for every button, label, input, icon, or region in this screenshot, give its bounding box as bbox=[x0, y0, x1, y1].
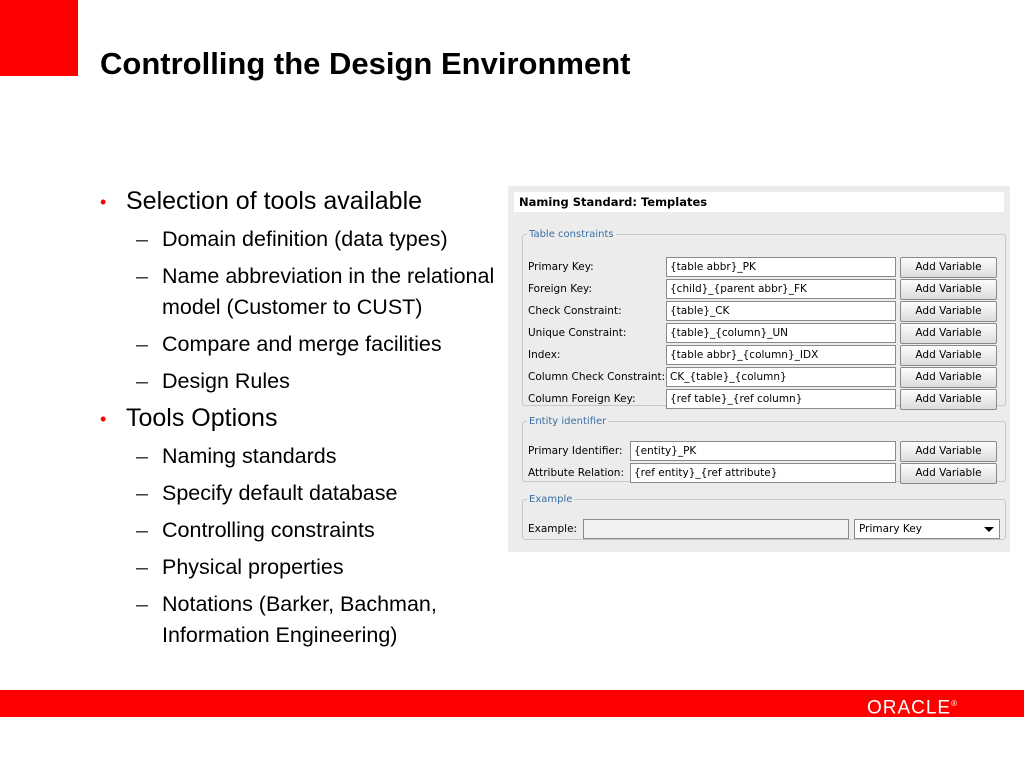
column-check-constraint-input[interactable]: CK_{table}_{column} bbox=[666, 367, 896, 387]
primary-key-input[interactable]: {table abbr}_PK bbox=[666, 257, 896, 277]
sub-bullet-item bbox=[136, 515, 508, 546]
corner-red-square bbox=[0, 0, 78, 76]
example-group bbox=[522, 494, 1006, 540]
table-constraints-group bbox=[522, 229, 1006, 406]
dash-icon: – bbox=[136, 592, 148, 616]
example-type-select[interactable] bbox=[854, 519, 1000, 539]
field-label: Column Foreign Key: bbox=[528, 393, 636, 405]
add-variable-button[interactable]: Add Variable bbox=[900, 323, 997, 344]
sub-bullet-item bbox=[136, 441, 508, 472]
field-label: Check Constraint: bbox=[528, 305, 622, 317]
sub-bullet-item bbox=[136, 589, 508, 651]
oracle-logo bbox=[867, 694, 958, 718]
dash-icon: – bbox=[136, 444, 148, 468]
dash-icon: – bbox=[136, 555, 148, 579]
sub-bullet-text: Name abbreviation in the relational model (Customer to CUST) bbox=[162, 264, 495, 319]
group-legend: Table constraints bbox=[529, 229, 614, 240]
dash-icon: – bbox=[136, 332, 148, 356]
foreign-key-input[interactable]: {child}_{parent abbr}_FK bbox=[666, 279, 896, 299]
sub-bullet-item bbox=[136, 224, 508, 255]
bullet-text: Tools Options bbox=[126, 404, 278, 432]
entity-identifier-group bbox=[522, 416, 1006, 482]
add-variable-button[interactable]: Add Variable bbox=[900, 279, 997, 300]
logo-text: ORACLE bbox=[866, 697, 952, 719]
dash-icon: – bbox=[136, 518, 148, 542]
slide-title: Controlling the Design Environment bbox=[100, 46, 631, 81]
check-constraint-input[interactable]: {table}_CK bbox=[666, 301, 896, 321]
dash-icon: – bbox=[136, 264, 148, 288]
sub-bullet-text: Domain definition (data types) bbox=[162, 227, 448, 251]
bullet-dot-icon: • bbox=[100, 409, 107, 429]
sub-bullet-text: Physical properties bbox=[162, 555, 344, 579]
bullet-list bbox=[98, 180, 508, 651]
column-foreign-key-input[interactable]: {ref table}_{ref column} bbox=[666, 389, 896, 409]
add-variable-button[interactable]: Add Variable bbox=[900, 301, 997, 322]
sub-bullet-text: Naming standards bbox=[162, 444, 337, 468]
field-label: Foreign Key: bbox=[528, 283, 593, 295]
unique-constraint-input[interactable]: {table}_{column}_UN bbox=[666, 323, 896, 343]
group-legend: Example bbox=[529, 494, 573, 505]
chevron-down-icon bbox=[984, 527, 994, 532]
bullet-item bbox=[98, 403, 508, 435]
add-variable-button[interactable]: Add Variable bbox=[900, 463, 997, 484]
attribute-relation-input[interactable]: {ref entity}_{ref attribute} bbox=[630, 463, 896, 483]
bullet-item bbox=[98, 186, 508, 218]
dialog-title: Naming Standard: Templates bbox=[514, 192, 1004, 212]
add-variable-button[interactable]: Add Variable bbox=[900, 345, 997, 366]
dash-icon: – bbox=[136, 369, 148, 393]
sub-bullet-text: Specify default database bbox=[162, 481, 398, 505]
sub-bullet-text: Design Rules bbox=[162, 369, 290, 393]
add-variable-button[interactable]: Add Variable bbox=[900, 389, 997, 410]
sub-bullet-item bbox=[136, 552, 508, 583]
field-label: Unique Constraint: bbox=[528, 327, 627, 339]
field-label: Column Check Constraint: bbox=[528, 371, 666, 383]
primary-identifier-input[interactable]: {entity}_PK bbox=[630, 441, 896, 461]
sub-bullet-item bbox=[136, 329, 508, 360]
sub-bullet-text: Controlling constraints bbox=[162, 518, 375, 542]
field-label: Example: bbox=[528, 523, 578, 535]
add-variable-button[interactable]: Add Variable bbox=[900, 257, 997, 278]
sub-bullet-text: Notations (Barker, Bachman, Information Engineering) bbox=[162, 592, 437, 647]
sub-bullet-item bbox=[136, 366, 508, 397]
group-legend: Entity identifier bbox=[529, 416, 607, 427]
dash-icon: – bbox=[136, 227, 148, 251]
sub-bullet-item bbox=[136, 478, 508, 509]
footer-bar bbox=[0, 690, 1024, 717]
example-input[interactable] bbox=[583, 519, 849, 539]
field-label: Primary Identifier: bbox=[528, 445, 623, 457]
field-label: Attribute Relation: bbox=[528, 467, 624, 479]
bullet-text: Selection of tools available bbox=[126, 187, 423, 215]
sub-bullet-text: Compare and merge facilities bbox=[162, 332, 442, 356]
registered-mark: ® bbox=[951, 699, 958, 708]
select-value: Primary Key bbox=[859, 523, 922, 535]
add-variable-button[interactable]: Add Variable bbox=[900, 441, 997, 462]
bullet-dot-icon: • bbox=[100, 192, 107, 212]
field-label: Index: bbox=[528, 349, 561, 361]
field-label: Primary Key: bbox=[528, 261, 594, 273]
index-input[interactable]: {table abbr}_{column}_IDX bbox=[666, 345, 896, 365]
naming-standard-dialog bbox=[508, 186, 1010, 552]
sub-bullet-item bbox=[136, 261, 508, 323]
add-variable-button[interactable]: Add Variable bbox=[900, 367, 997, 388]
dash-icon: – bbox=[136, 481, 148, 505]
